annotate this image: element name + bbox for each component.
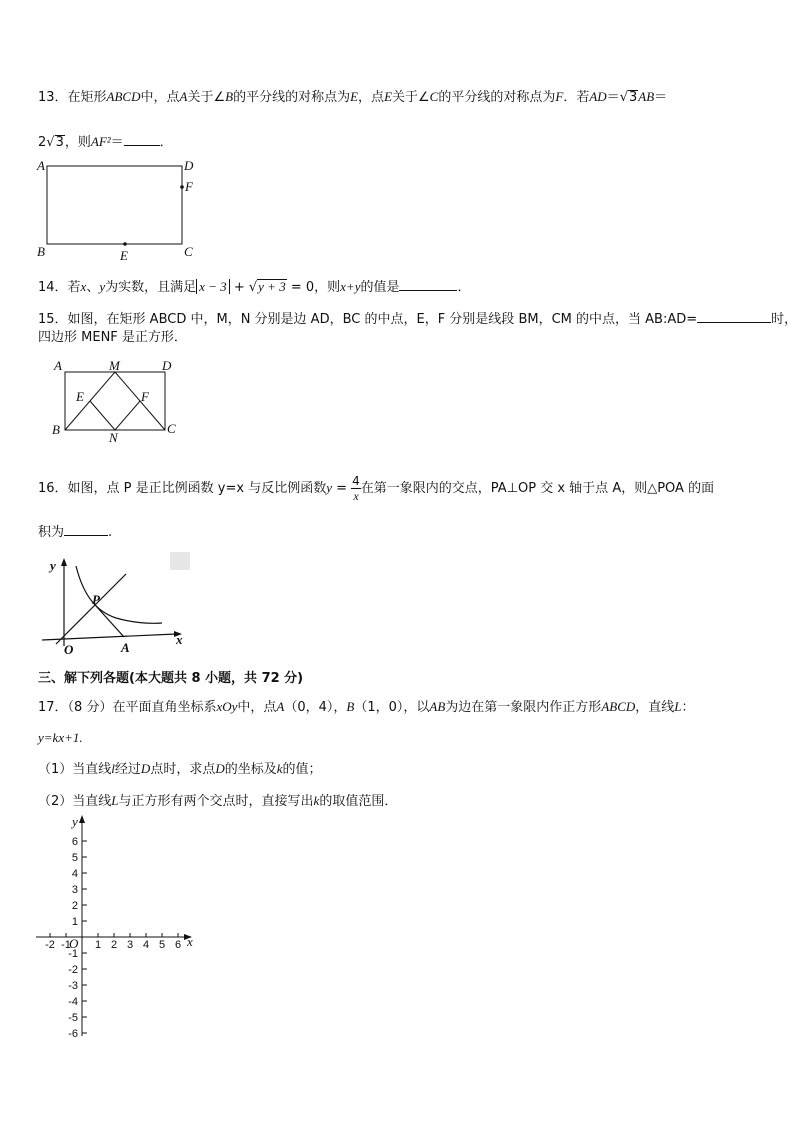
x-tick-group: [45, 933, 181, 951]
rectangle-abcd: [47, 166, 182, 244]
label-d: D: [162, 358, 172, 373]
label-d: D: [184, 158, 194, 173]
q13-line1: 13．在矩形ABCD中，点A关于∠B的平分线的对称点为E，点E关于∠C的平分线的对称点为F．若AD＝√3AB＝: [38, 89, 668, 105]
x-tick-label: 6: [174, 939, 182, 951]
segment-pa: [96, 606, 124, 637]
label-b: B: [52, 422, 60, 437]
y-tick-label: 2: [71, 900, 78, 912]
x-tick-label: -1: [61, 939, 71, 951]
y-tick-label: 6: [71, 836, 78, 848]
y-tick-label: -4: [68, 996, 78, 1008]
q17-line2: y=kx+1.: [38, 730, 83, 745]
q15-line2: 四边形 MENF 是正方形．: [38, 330, 187, 345]
label-m: M: [109, 358, 120, 373]
x-tick-label: 2: [110, 939, 118, 951]
label-c: C: [184, 244, 193, 259]
hyperbola-curve: [76, 566, 162, 623]
label-a: A: [54, 358, 62, 373]
q17-line1: 17．（8 分）在平面直角坐标系xOy中，点A（0，4），B（1，0），以AB为边在第一象限内作正方形ABCD，直线L：: [38, 699, 695, 715]
y-axis-arrow: [61, 558, 67, 566]
label-x: x: [176, 632, 183, 647]
label-origin: O: [69, 936, 79, 951]
x-tick-label: 4: [142, 939, 150, 951]
q16-graph-figure: [36, 552, 196, 658]
label-a: A: [121, 640, 130, 655]
y-tick-label: 3: [71, 884, 78, 896]
y-tick-label: -1: [68, 948, 78, 960]
q13-line2: 2√3，则AF²＝ ．: [38, 131, 173, 152]
label-o: O: [64, 642, 74, 657]
q14-line: 14．若x、y为实数，且满足 x − 3 + √y + 3 = 0，则x+y的值是 ．: [38, 276, 471, 297]
y-tick-label: 5: [71, 852, 78, 864]
scan-shadow: [170, 552, 190, 570]
q15-answer-blank[interactable]: [697, 308, 771, 323]
y-tick-label: -3: [68, 980, 78, 992]
q13-rectangle-figure: [34, 158, 204, 264]
line-y-equals-x: [56, 574, 126, 644]
q14-answer-blank[interactable]: [399, 276, 457, 291]
q17-part1: （1）当直线l经过D点时，求点D的坐标及k的值；: [38, 761, 322, 777]
label-f: F: [141, 389, 149, 404]
label-c: C: [167, 421, 176, 436]
x-tick-label: 5: [158, 939, 166, 951]
q15-line1: 15．如图，在矩形 ABCD 中，M，N 分别是边 AD，BC 的中点，E，F 分别是线段 BM，CM 的中点，当 AB:AD= 时，: [38, 308, 797, 329]
q16-line1: 16．如图，点 P 是正比例函数 y=x 与反比例函数y = $\frac{4}{x}$ 在第一象限内的交点，PA⊥OP 交 x 轴于点 A，则△POA 的面: [38, 474, 715, 503]
x-axis: [42, 634, 176, 640]
x-tick-label: 3: [126, 939, 134, 951]
q17-part2: （2）当直线L与正方形有两个交点时，直接写出k的取值范围．: [38, 793, 398, 809]
label-f: F: [185, 179, 193, 194]
q16-line2: 积为 .: [38, 521, 112, 542]
y-axis-arrow: [79, 815, 85, 823]
lines-en-fn: [90, 401, 140, 430]
q17-coordinate-grid: [34, 812, 204, 1044]
label-e: E: [76, 389, 84, 404]
x-tick-label: 1: [94, 939, 102, 951]
label-n: N: [109, 430, 118, 445]
label-e: E: [120, 248, 128, 263]
label-y: y: [72, 814, 78, 829]
y-tick-label: 1: [71, 916, 78, 928]
label-p: P: [92, 592, 100, 607]
fraction-4-over-x: $\frac{4}{x}$: [352, 474, 360, 503]
y-tick-label: -6: [68, 1028, 78, 1040]
section-3-heading: 三、解下列各题(本大题共 8 小题，共 72 分): [38, 671, 304, 686]
y-tick-label: -5: [68, 1012, 78, 1024]
point-f: [180, 185, 184, 189]
y-tick-label: -2: [68, 964, 78, 976]
q16-answer-blank[interactable]: [64, 521, 108, 536]
label-b: B: [37, 244, 45, 259]
label-x: x: [187, 934, 193, 949]
point-e: [123, 242, 127, 246]
q15-square-figure: [48, 356, 188, 446]
label-y: y: [50, 558, 56, 573]
label-a: A: [37, 158, 45, 173]
x-tick-label: -2: [45, 939, 55, 951]
y-tick-label: 4: [71, 868, 78, 880]
q13-answer-blank[interactable]: [124, 131, 160, 146]
